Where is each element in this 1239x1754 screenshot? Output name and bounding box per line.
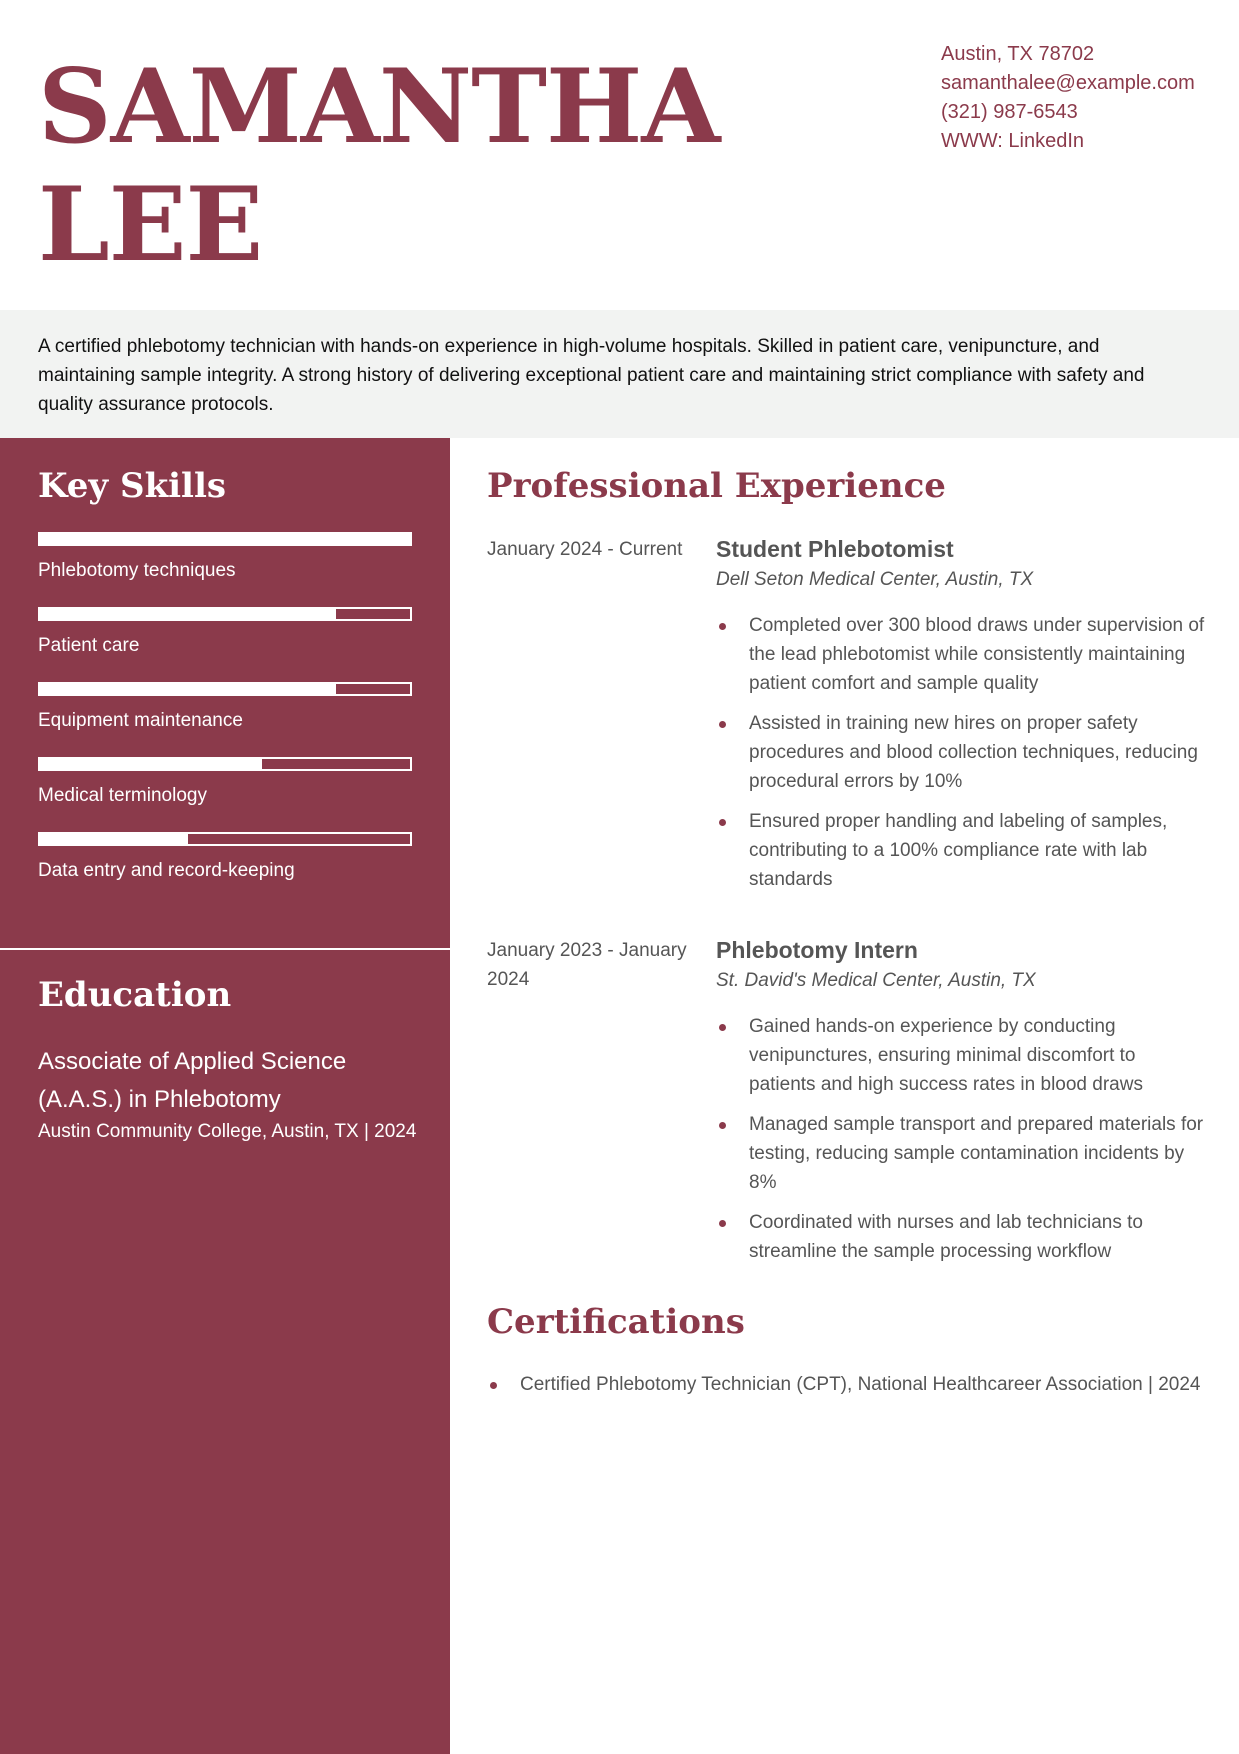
last-name: LEE xyxy=(38,165,263,285)
skill-level-bar xyxy=(38,682,412,696)
job-bullet: Managed sample transport and prepared materials for testing, reducing sample contamination incidents by 8% xyxy=(716,1110,1207,1197)
contact-email[interactable]: samanthalee@example.com xyxy=(941,72,1195,94)
education-school: Austin Community College, Austin, TX | 2024 xyxy=(38,1121,417,1142)
job-bullet: Assisted in training new hires on proper safety procedures and blood collection techniques, reducing procedural errors by 10% xyxy=(716,709,1207,796)
candidate-name xyxy=(38,48,720,284)
education-degree: Associate of Applied Science (A.A.S.) in Phlebotomy xyxy=(38,1048,347,1113)
skill-label: Medical terminology xyxy=(38,785,207,806)
skill-level-bar xyxy=(38,532,412,546)
contact-location: Austin, TX 78702 xyxy=(941,43,1095,65)
skill-item xyxy=(38,532,412,607)
skill-level-bar xyxy=(38,832,412,846)
job-bullet: Gained hands-on experience by conducting venipunctures, ensuring minimal discomfort to patients and high success rates in blood draws xyxy=(716,1012,1207,1099)
certifications-heading: Certifications xyxy=(487,1302,745,1342)
skill-level-fill xyxy=(40,684,336,694)
certification-item: Certified Phlebotomy Technician (CPT), National Healthcareer Association | 2024 xyxy=(487,1370,1207,1399)
contact-info xyxy=(941,40,1195,156)
job-bullet: Completed over 300 blood draws under supervision of the lead phlebotomist while consistently maintaining patient comfort and sample quality xyxy=(716,611,1207,698)
skill-item xyxy=(38,682,412,757)
education-heading: Education xyxy=(38,975,232,1015)
contact-phone[interactable]: (321) 987-6543 xyxy=(941,101,1078,123)
job-title: Student Phlebotomist xyxy=(716,536,954,562)
sidebar xyxy=(0,438,450,1754)
skill-item xyxy=(38,757,412,832)
experience-heading: Professional Experience xyxy=(487,466,946,506)
skill-item xyxy=(38,607,412,682)
job-details xyxy=(716,936,1207,1277)
job-organization: St. David's Medical Center, Austin, TX xyxy=(716,970,1036,991)
skill-label: Patient care xyxy=(38,635,140,656)
job-organization: Dell Seton Medical Center, Austin, TX xyxy=(716,569,1034,590)
skill-level-fill xyxy=(40,834,188,844)
skill-label: Equipment maintenance xyxy=(38,710,243,731)
job-date: January 2023 - January 2024 xyxy=(487,940,687,990)
skill-level-fill xyxy=(40,759,262,769)
job-bullets xyxy=(716,611,1207,894)
job-bullet: Coordinated with nurses and lab technicians to streamline the sample processing workflow xyxy=(716,1208,1207,1266)
skill-level-fill xyxy=(40,609,336,619)
skill-level-bar xyxy=(38,607,412,621)
skill-label: Data entry and record-keeping xyxy=(38,860,295,881)
job-date: January 2024 - Current xyxy=(487,539,683,560)
skill-item xyxy=(38,832,412,907)
skills-heading: Key Skills xyxy=(38,466,227,506)
skills-list xyxy=(38,532,412,907)
contact-website[interactable]: WWW: LinkedIn xyxy=(941,130,1084,152)
first-name: SAMANTHA xyxy=(38,47,720,167)
skill-level-fill xyxy=(40,534,410,544)
summary-section xyxy=(0,310,1239,438)
sidebar-divider xyxy=(0,948,450,950)
summary-text: A certified phlebotomy technician with hands-on experience in high-volume hospitals. Skilled in patient care, venipuncture, and maintaining sample integrity. A strong history of delivering exceptional patient care and maintaining strict compliance with safety and quality assurance protocols. xyxy=(38,336,1145,415)
skill-label: Phlebotomy techniques xyxy=(38,560,236,581)
certifications-list xyxy=(487,1370,1207,1399)
job-bullets xyxy=(716,1012,1207,1266)
job-details xyxy=(716,535,1207,905)
job-title: Phlebotomy Intern xyxy=(716,937,918,963)
skill-level-bar xyxy=(38,757,412,771)
job-bullet: Ensured proper handling and labeling of samples, contributing to a 100% compliance rate with lab standards xyxy=(716,807,1207,894)
